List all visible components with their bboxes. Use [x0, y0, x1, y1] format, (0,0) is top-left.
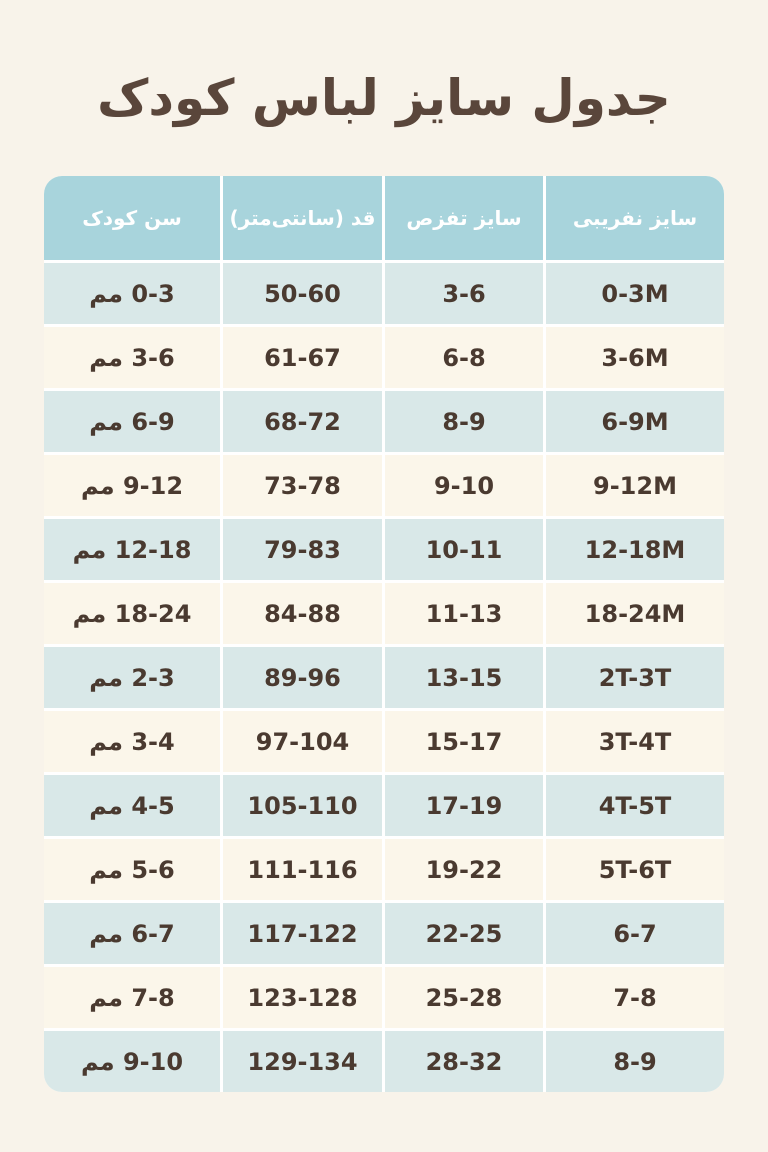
cell-age: 0-3 مم [44, 263, 220, 324]
table-row [44, 839, 724, 900]
cell-size-label: 8-9 [546, 1031, 724, 1092]
cell-size-label: 0-3M [546, 263, 724, 324]
cell-age: 4-5 مم [44, 775, 220, 836]
cell-height: 111-116 [223, 839, 382, 900]
cell-age: 5-6 مم [44, 839, 220, 900]
cell-age: 3-4 مم [44, 711, 220, 772]
table-row [44, 455, 724, 516]
header-size-alt: سایز تفزص [385, 176, 543, 260]
table-row [44, 775, 724, 836]
cell-size-alt: 10-11 [385, 519, 543, 580]
cell-size-label: 4T-5T [546, 775, 724, 836]
cell-size-alt: 8-9 [385, 391, 543, 452]
table-row [44, 263, 724, 324]
cell-size-alt: 11-13 [385, 583, 543, 644]
cell-age: 18-24 مم [44, 583, 220, 644]
cell-height: 97-104 [223, 711, 382, 772]
cell-size-alt: 3-6 [385, 263, 543, 324]
cell-size-label: 9-12M [546, 455, 724, 516]
cell-height: 73-78 [223, 455, 382, 516]
cell-size-label: 2T-3T [546, 647, 724, 708]
cell-size-label: 12-18M [546, 519, 724, 580]
cell-size-alt: 19-22 [385, 839, 543, 900]
table-row [44, 903, 724, 964]
table-row [44, 583, 724, 644]
cell-size-label: 3-6M [546, 327, 724, 388]
cell-size-alt: 22-25 [385, 903, 543, 964]
cell-age: 6-7 مم [44, 903, 220, 964]
cell-size-alt: 9-10 [385, 455, 543, 516]
cell-size-label: 5T-6T [546, 839, 724, 900]
cell-size-label: 18-24M [546, 583, 724, 644]
cell-height: 89-96 [223, 647, 382, 708]
cell-height: 123-128 [223, 967, 382, 1028]
cell-size-alt: 28-32 [385, 1031, 543, 1092]
header-age: سن کودک [44, 176, 220, 260]
cell-height: 61-67 [223, 327, 382, 388]
table-row [44, 1031, 724, 1092]
table-row [44, 967, 724, 1028]
table-row [44, 327, 724, 388]
cell-age: 9-10 مم [44, 1031, 220, 1092]
cell-size-label: 3T-4T [546, 711, 724, 772]
cell-size-alt: 17-19 [385, 775, 543, 836]
cell-size-label: 7-8 [546, 967, 724, 1028]
header-height: قد (سانتی‌متر) [223, 176, 382, 260]
table-row [44, 391, 724, 452]
page-title: جدول سایز لباس کودک [97, 69, 671, 127]
cell-size-alt: 15-17 [385, 711, 543, 772]
cell-size-alt: 6-8 [385, 327, 543, 388]
cell-age: 2-3 مم [44, 647, 220, 708]
cell-age: 9-12 مم [44, 455, 220, 516]
cell-size-alt: 13-15 [385, 647, 543, 708]
cell-height: 129-134 [223, 1031, 382, 1092]
cell-size-alt: 25-28 [385, 967, 543, 1028]
size-table [44, 176, 724, 1092]
cell-age: 12-18 مم [44, 519, 220, 580]
cell-height: 50-60 [223, 263, 382, 324]
cell-age: 3-6 مم [44, 327, 220, 388]
table-header-row [44, 176, 724, 260]
table-row [44, 711, 724, 772]
cell-height: 117-122 [223, 903, 382, 964]
table-row [44, 647, 724, 708]
cell-size-label: 6-9M [546, 391, 724, 452]
size-table-container [44, 176, 724, 1092]
table-body [44, 263, 724, 1092]
cell-height: 84-88 [223, 583, 382, 644]
header-size-label: سایز نفریبی [546, 176, 724, 260]
cell-size-label: 6-7 [546, 903, 724, 964]
cell-age: 6-9 مم [44, 391, 220, 452]
cell-height: 68-72 [223, 391, 382, 452]
cell-age: 7-8 مم [44, 967, 220, 1028]
table-row [44, 519, 724, 580]
cell-height: 105-110 [223, 775, 382, 836]
cell-height: 79-83 [223, 519, 382, 580]
